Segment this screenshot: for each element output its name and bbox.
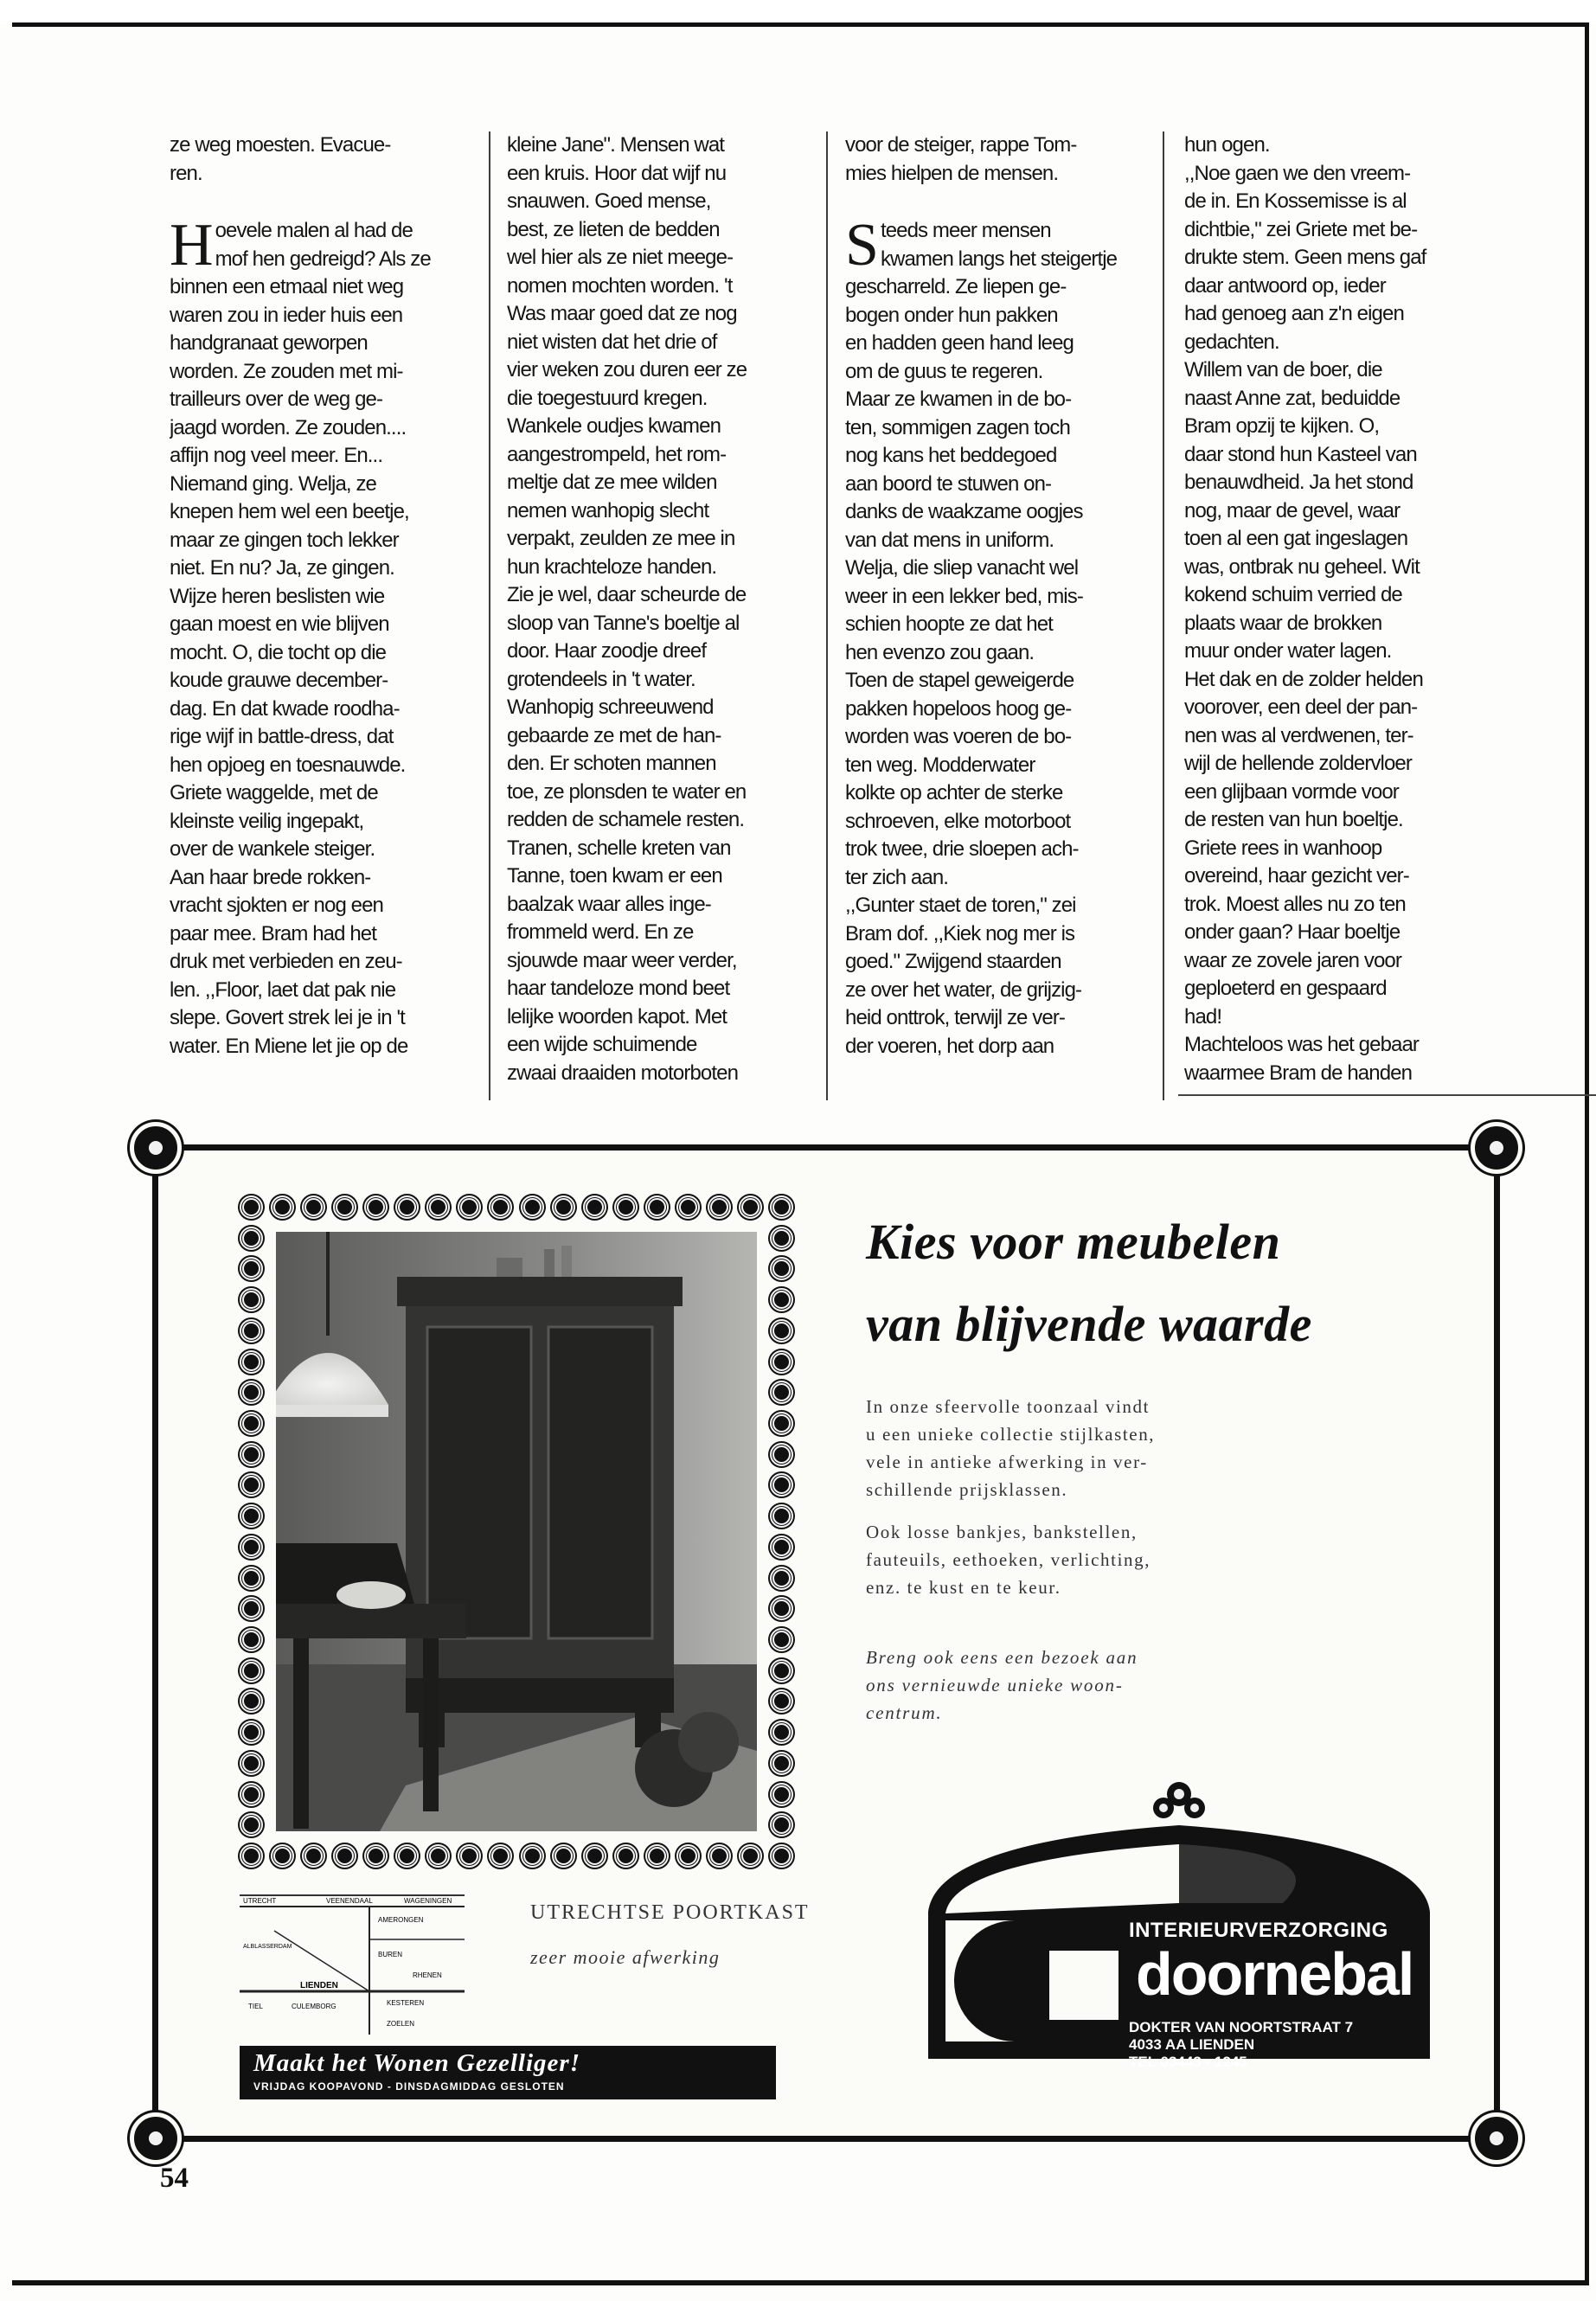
rosette-ornament (770, 1443, 793, 1466)
rosette-ornament (770, 1783, 793, 1806)
rosette-ornament (240, 1350, 263, 1374)
drop-cap: H (170, 212, 214, 279)
rosette-ornament (333, 1195, 356, 1219)
paragraph: kleine Jane". Mensen wat een kruis. Hoor dat wijf nu snauwen. Goed mense, best, ze lieten de bedden wel hier als ze niet meege- nomen mochten worden. 't Was maar goed dat ze nog niet wisten dat het drie of vier weken zou duren eer ze die toegestuurd kregen. Wankele oudjes kwamen aangestrompeld, het rom- meltje dat ze mee wilden nemen wanhopig slecht verpakt, zeulden ze mee in hun krachteloze handen. Zie je wel, daar scheurde de sloop van Tanne's boeltje al door. Haar zoodje dreef grotendeels in 't water. Wanhopig schreeuwend gebaarde ze met de han- den. Er schoten mannen toe, ze plonsden te water en redden de schamele resten. Tranen, schelle kreten van Tanne, toen kwam er een baalzak waar alles inge- frommeld werd. En ze sjouwde maar weer verder, haar tandeloze mond beet lelijke woorden kapot. Met een wijde schuimende zwaai draaiden motorboten (507, 133, 747, 1085)
rosette-ornament (240, 1257, 263, 1280)
rosette-ornament (240, 1689, 263, 1713)
route-map (240, 1894, 465, 2039)
rosette-ornament (739, 1195, 762, 1219)
rosette-ornament (240, 1752, 263, 1775)
rosette-ornament (395, 1195, 419, 1219)
rosette-ornament (708, 1195, 731, 1219)
rosette-ornament (770, 1195, 793, 1219)
rosette-ornament (770, 1659, 793, 1682)
rosette-ornament (770, 1721, 793, 1744)
rosette-ornament (426, 1844, 450, 1868)
paragraph (170, 212, 474, 1061)
map-label: LIENDEN (300, 1981, 338, 1990)
rosette-ornament (770, 1567, 793, 1590)
page-top-margin (0, 0, 1596, 24)
rosette-ornament (240, 1813, 263, 1836)
rosette-ornament (770, 1257, 793, 1280)
logo-name: doornebal (1136, 1940, 1413, 2008)
column-rule (489, 131, 490, 1100)
rosette-ornament (770, 1813, 793, 1836)
drop-cap: S (845, 212, 879, 279)
bottom-border-line (12, 2280, 1589, 2285)
column-rule (826, 131, 828, 1100)
map-label: KESTEREN (387, 1999, 425, 2007)
rosette-ornament (770, 1535, 793, 1559)
map-label: AMERONGEN (378, 1916, 424, 1924)
rosette-ornament (333, 1844, 356, 1868)
map-label: VEENENDAAL (326, 1897, 373, 1905)
cabinet-photo-illustration (276, 1232, 757, 1831)
rosette-ornament (364, 1844, 388, 1868)
paragraph (845, 212, 1150, 1061)
map-label: TIEL (248, 2003, 263, 2010)
rosette-ornament (240, 1443, 263, 1466)
rosette-ornament (458, 1195, 481, 1219)
rosette-ornament (770, 1628, 793, 1651)
rosette-ornament (521, 1844, 544, 1868)
page-number: 54 (160, 2163, 189, 2194)
ad-paragraph: In onze sfeervolle toonzaal vindt u een unieke collectie stijlkasten, vele in antieke afwerking in ver- schillende prijsklassen. (866, 1396, 1156, 1500)
rosette-ornament (770, 1319, 793, 1343)
rosette-ornament (770, 1350, 793, 1374)
rosette-ornament (770, 1412, 793, 1435)
photo-rosette-border (240, 1195, 793, 1868)
rosette-ornament (770, 1288, 793, 1311)
rosette-ornament (240, 1628, 263, 1651)
column-end-rule (1178, 1094, 1596, 1096)
rosette-ornament (240, 1381, 263, 1404)
rosette-ornament (739, 1844, 762, 1868)
corner-ornament (130, 1122, 182, 1174)
rosette-ornament (645, 1844, 669, 1868)
map-label: UTRECHT (243, 1897, 277, 1905)
rosette-ornament (240, 1844, 263, 1868)
top-border-line (12, 22, 1589, 27)
rosette-ornament (240, 1473, 263, 1497)
rosette-ornament (770, 1689, 793, 1713)
rosette-ornament (240, 1783, 263, 1806)
rosette-ornament (489, 1844, 512, 1868)
rosette-ornament (614, 1195, 638, 1219)
ad-paragraph: Ook losse bankjes, bankstellen, fauteuils, eethoeken, verlichting, enz. te kust en te keur. (866, 1522, 1151, 1598)
paragraph: ze weg moesten. Evacue- ren. (170, 133, 391, 185)
slogan: Maakt het Wonen Gezelliger! (253, 2049, 580, 2077)
rosette-ornament (271, 1844, 294, 1868)
article-column-3 (845, 131, 1150, 1105)
rosette-ornament (676, 1844, 700, 1868)
article-column-2 (507, 131, 811, 1105)
rosette-ornament (676, 1195, 700, 1219)
rosette-ornament (240, 1288, 263, 1311)
rosette-ornament (240, 1659, 263, 1682)
route-map-drawing (240, 1896, 465, 2039)
logo-tagline: INTERIEURVERZORGING (1129, 1919, 1388, 1942)
map-label: RHENEN (413, 1971, 442, 1979)
logo-address: DOKTER VAN NOORTSTRAAT 7 4033 AA LIENDEN TEL 03443 - 1245 (1129, 2019, 1354, 2070)
rosette-ornament (583, 1844, 606, 1868)
corner-ornament (1471, 2112, 1522, 2164)
column-rule (1163, 131, 1164, 1100)
paragraph: hun ogen. ,,Noe gaen we den vreem- de in. En Kossemisse is al dichtbie," zei Griete met be- drukte stem. Geen mens gaf daar antwoord op, ieder had genoeg aan z'n eigen gedachten. Willem van de boer, die naast Anne zat, beduidde Bram opzij te kijken. O, daar stond hun Kasteel van benauwdheid. Ja het stond nog, maar de gevel, waar toen al een gat ingeslagen was, ontbrak nu geheel. Wit kokend schuim verried de plaats waar de brokken muur onder water lagen. Het dak en de zolder helden voorover, een deel der pan- nen was al verdwenen, ter- wijl de hellende zoldervloer een glijbaan vormde voor de resten van hun boeltje. Griete rees in wanhoop overeind, haar gezicht ver- trok. Moest alles nu zo ten onder gaan? Haar boeltje waar ze zovele jaren voor geploeterd en gespaard had! Machteloos was het gebaar waarmee Bram de handen (1184, 133, 1426, 1085)
rosette-ornament (302, 1844, 325, 1868)
corner-ornament (130, 2112, 182, 2164)
slogan-bar (240, 2046, 776, 2099)
rosette-ornament (489, 1195, 512, 1219)
paragraph-text: oevele malen al had de mof hen gedreigd? Als ze binnen een etmaal niet weg waren zou in ieder huis een handgranaat geworpen worden. Ze zouden met mi- trailleurs over de weg ge- jaagd worden. Ze zouden.... affijn nog veel meer. En... Niemand ging. Welja, ze knepen hem wel een beetje, maar ze gingen toch lekker niet. En nu? Ja, ze gingen. Wijze heren beslisten wie gaan moest en wie blijven mocht. O, die tocht op die koude grauwe december- dag. En dat kwade roodha- rige wijf in battle-dress, dat hen opjoeg en toesnauwde. Griete waggelde, met de kleinste veilig ingepakt, over de wankele steiger. Aan haar brede rokken- vracht sjokten er nog een paar mee. Bram had het druk met verbieden en zeu- len. ,,Floor, laet dat pak nie slepe. Govert strek lei je in 't water. En Miene let jie op de (170, 219, 431, 1058)
corner-ornament (1471, 1122, 1522, 1174)
rosette-ornament (770, 1473, 793, 1497)
opening-hours: VRIJDAG KOOPAVOND - DINSDAGMIDDAG GESLOTEN (253, 2080, 565, 2093)
rosette-ornament (240, 1567, 263, 1590)
ad-headline: Kies voor meubelen van blijvende waarde (866, 1214, 1312, 1352)
rosette-ornament (240, 1319, 263, 1343)
rosette-ornament (302, 1195, 325, 1219)
rosette-ornament (770, 1227, 793, 1250)
rosette-ornament (240, 1597, 263, 1620)
rosette-ornament (770, 1504, 793, 1528)
rosette-ornament (645, 1195, 669, 1219)
cabinet-photo (276, 1232, 757, 1831)
rosette-ornament (240, 1504, 263, 1528)
map-label: ALBLASSERDAM (243, 1944, 292, 1950)
rosette-ornament (708, 1844, 731, 1868)
rosette-ornament (240, 1412, 263, 1435)
rosette-ornament (614, 1844, 638, 1868)
rosette-ornament (364, 1195, 388, 1219)
rosette-ornament (240, 1195, 263, 1219)
product-name: UTRECHTSE POORTKAST (530, 1901, 810, 1924)
rosette-ornament (458, 1844, 481, 1868)
rosette-ornament (240, 1535, 263, 1559)
rosette-ornament (770, 1752, 793, 1775)
rosette-ornament (552, 1195, 575, 1219)
rosette-ornament (770, 1844, 793, 1868)
ad-paragraph-italic: Breng ook eens een bezoek aan ons vernieuwde unieke woon- centrum. (866, 1647, 1138, 1723)
product-note: zeer mooie afwerking (530, 1946, 721, 1968)
rosette-ornament (395, 1844, 419, 1868)
advertisement (152, 1144, 1500, 2142)
rosette-ornament (521, 1195, 544, 1219)
rosette-ornament (770, 1597, 793, 1620)
rosette-ornament (240, 1227, 263, 1250)
rosette-ornament (552, 1844, 575, 1868)
map-label: BUREN (378, 1951, 403, 1958)
map-label: WAGENINGEN (404, 1897, 452, 1905)
map-label: ZOELEN (387, 2020, 415, 2028)
article-columns (157, 131, 1596, 1105)
map-label: CULEMBORG (292, 2003, 337, 2010)
rosette-ornament (583, 1195, 606, 1219)
doornebal-logo (920, 1782, 1439, 2070)
rosette-ornament (426, 1195, 450, 1219)
rosette-ornament (770, 1381, 793, 1404)
article-column-4 (1184, 131, 1487, 1105)
rosette-ornament (240, 1721, 263, 1744)
paragraph: voor de steiger, rappe Tom- mies hielpen de mensen. (845, 133, 1077, 185)
article-column-1 (170, 131, 474, 1105)
paragraph-text: teeds meer mensen kwamen langs het steigertje gescharreld. Ze liepen ge- bogen onder hun pakken en hadden geen hand leeg om de guus te regeren. Maar ze kwamen in de bo- ten, sommigen zagen toch nog kans het beddegoed aan boord te stuwen on- danks de waakzame oogjes van dat mens in uniform. Welja, die sliep vanacht wel weer in een lekker bed, mis- schien hoopte ze dat het hen evenzo zou gaan. Toen de stapel geweigerde pakken hopeloos hoog ge- worden was voeren de bo- ten weg. Modderwater kolkte op achter de sterke schroeven, elke motorboot trok twee, drie sloepen ach- ter zich aan. ,,Gunter staet de toren," zei Bram dof. ,,Kiek nog mer is goed." Zwijgend staarden ze over het water, de grijzig- heid onttrok, terwijl ze ver- der voeren, het dorp aan (845, 219, 1118, 1058)
rosette-ornament (271, 1195, 294, 1219)
